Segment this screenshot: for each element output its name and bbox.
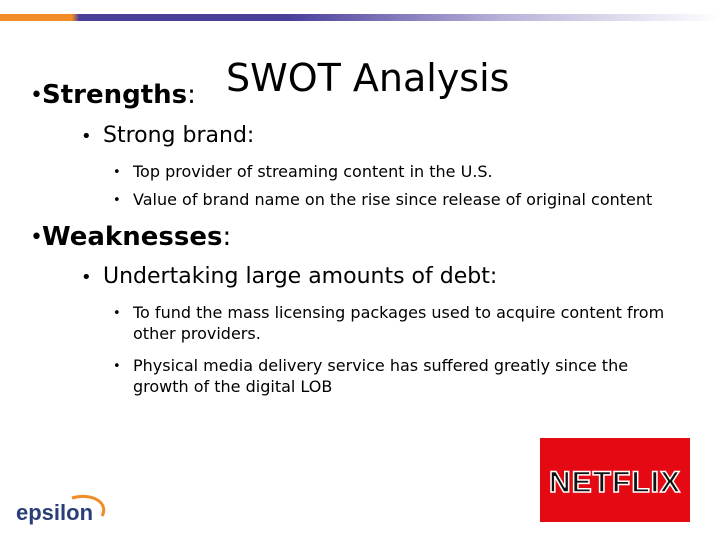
bullet-dot-icon: • — [113, 165, 121, 180]
top-accent-bar — [0, 14, 720, 21]
point-brand-value — [0, 189, 700, 211]
item-label-debt: Undertaking large amounts of debt — [103, 264, 490, 289]
section-heading-strengths: Strengths — [42, 80, 188, 110]
bullet-dot-icon: • — [30, 225, 43, 250]
epsilon-logo-text: epsilon — [16, 500, 94, 525]
bullet-dot-icon: • — [81, 126, 92, 147]
epsilon-logo — [14, 490, 109, 530]
bullet-dot-icon: • — [113, 193, 121, 208]
bullet-strengths: • Strengths: — [30, 80, 196, 110]
netflix-logo-text: NETFLIX — [549, 466, 681, 499]
bullet-dot-icon: • — [113, 306, 121, 321]
section-heading-weaknesses: Weaknesses — [42, 222, 223, 252]
point-text: To fund the mass licensing packages used to acquire content from other providers. — [133, 303, 665, 343]
bullet-weaknesses: • Weaknesses: — [30, 222, 232, 252]
netflix-logo-graphic — [540, 438, 690, 522]
bullet-strong-brand: • Strong brand: — [81, 123, 255, 148]
point-text: Top provider of streaming content in the U.S. — [133, 162, 493, 181]
epsilon-logo-graphic — [14, 490, 109, 530]
bullet-dot-icon: • — [30, 83, 43, 108]
point-licensing — [0, 302, 700, 346]
slide-title: SWOT Analysis — [226, 56, 510, 101]
item-label-strong-brand: Strong brand — [103, 123, 247, 148]
bullet-debt: • Undertaking large amounts of debt: — [81, 264, 498, 289]
netflix-logo — [540, 438, 690, 522]
point-top-provider — [0, 161, 700, 183]
point-text: Value of brand name on the rise since release of original content — [133, 190, 653, 209]
point-text: Physical media delivery service has suffered greatly since the growth of the digital LOB — [133, 356, 629, 396]
bullet-dot-icon: • — [113, 359, 121, 374]
bullet-dot-icon: • — [81, 267, 92, 288]
point-physical-media — [0, 355, 700, 399]
